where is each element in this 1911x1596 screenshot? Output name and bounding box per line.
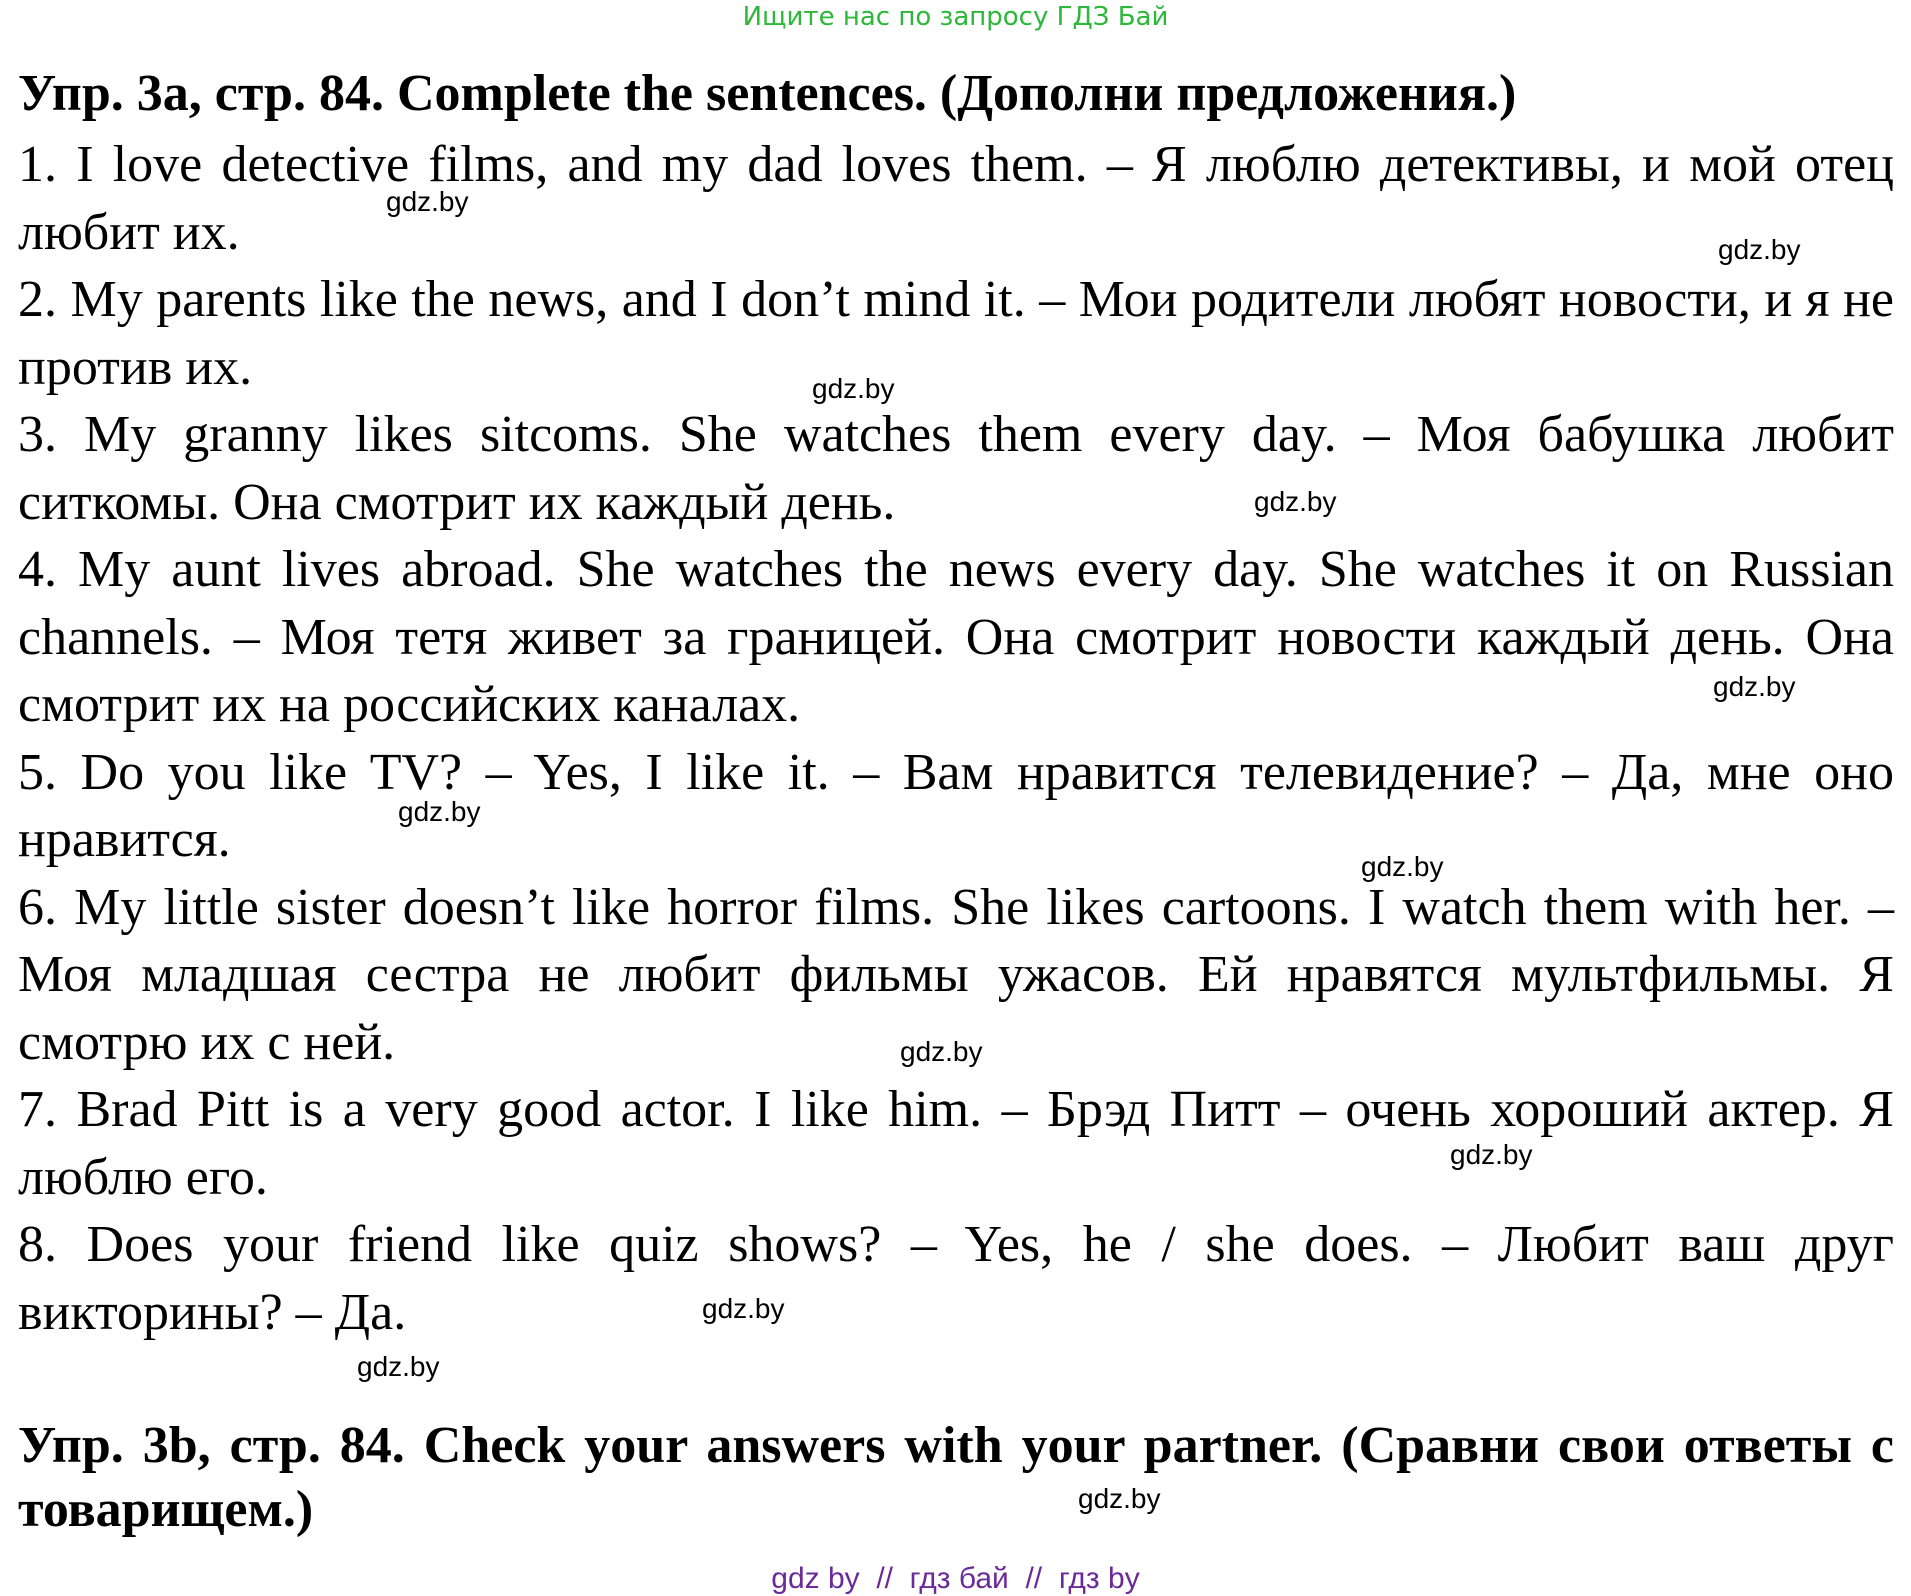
sentence-6: 6. My little sister doesn’t like horror films. She likes cartoons. I watch them with her. – Моя младшая сестра не любит фильмы ужасов. Ей нравятся мультфильмы. Я смотрю их с ней. [18,878,1894,1071]
watermark: gdz.by [812,373,895,404]
watermark: gdz.by [386,186,469,217]
top-banner: Ищите нас по запросу ГДЗ Бай [742,2,1169,32]
sentence-5: 5. Do you like TV? – Yes, I like it. – Вам нравится телевидение? – Да, мне оно нравится. [18,743,1894,868]
exercise-3b-heading: Упр. 3b, стр. 84. Check your answers with your partner. (Сравни свои ответы с товарищем.) [18,1417,1894,1538]
sentence-1: 1. I love detective films, and my dad loves them. – Я люблю детективы, и мой отец любит их. [18,136,1894,261]
sentence-list [18,131,1894,1346]
watermark: gdz.by [1450,1139,1533,1170]
sentence-8: 8. Does your friend like quiz shows? – Yes, he / she does. – Любит ваш друг викторины? – Да. [18,1216,1894,1341]
watermark: gdz.by [1361,851,1444,882]
watermark: gdz.by [1718,234,1801,265]
sentence-2: 2. My parents like the news, and I don’t mind it. – Мои родители любят новости, и я не против их. [18,271,1894,396]
sentence-3: 3. My granny likes sitcoms. She watches them every day. – Моя бабушка любит ситкомы. Она смотрит их каждый день. [18,406,1894,531]
watermark: gdz.by [702,1293,785,1324]
watermark: gdz.by [1254,486,1337,517]
exercise-3a-heading: Упр. 3a, стр. 84. Complete the sentences. (Дополни предложения.) [18,65,1517,122]
watermark: gdz.by [357,1351,440,1382]
watermark: gdz.by [1713,671,1796,702]
watermark: gdz.by [1078,1483,1161,1514]
sentence-7: 7. Brad Pitt is a very good actor. I like him. – Брэд Питт – очень хороший актер. Я люблю его. [18,1081,1894,1206]
watermark: gdz.by [900,1036,983,1067]
watermark: gdz.by [398,796,481,827]
footer-watermark: gdz by // гдз бай // гдз by [771,1562,1140,1595]
sentence-4: 4. My aunt lives abroad. She watches the news every day. She watches it on Russian channels. – Моя тетя живет за границей. Она смотрит новости каждый день. Она смотрит их на российских каналах. [18,541,1894,733]
